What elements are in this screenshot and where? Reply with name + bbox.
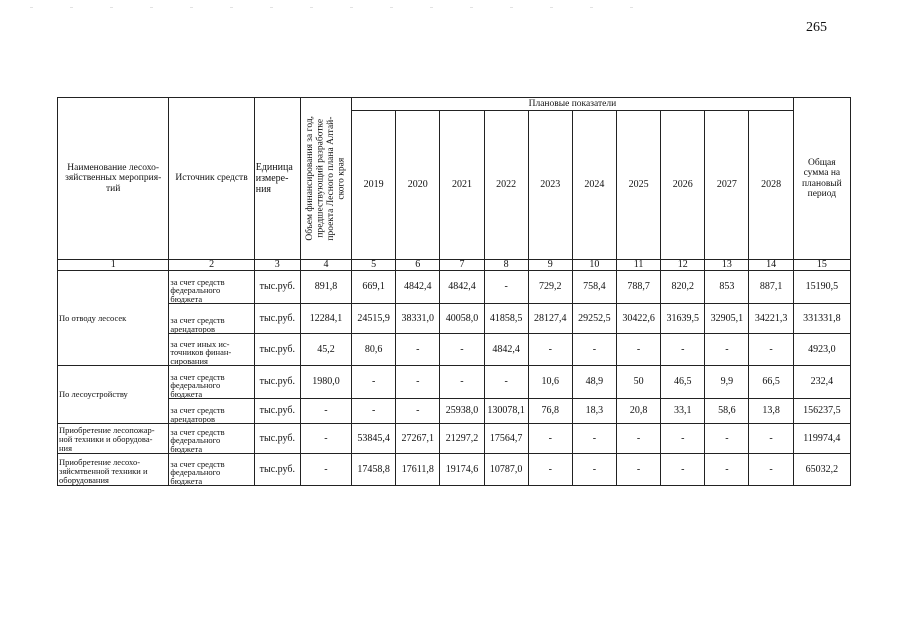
prior-volume-cell: 12284,1 (300, 304, 351, 334)
total-cell: 119974,4 (793, 424, 850, 454)
column-number-6: 6 (396, 260, 440, 271)
source-cell: за счет средств федерального бюджета (169, 424, 254, 454)
header-source: Источник средств (169, 98, 254, 260)
value-cell-2026: 33,1 (661, 399, 705, 424)
total-cell: 156237,5 (793, 399, 850, 424)
unit-cell: тыс.руб. (254, 399, 300, 424)
value-cell-2025: - (617, 424, 661, 454)
table-row (58, 366, 851, 399)
value-cell-2021: 25938,0 (440, 399, 484, 424)
value-cell-2024: - (572, 334, 616, 366)
column-number-5: 5 (352, 260, 396, 271)
column-number-9: 9 (528, 260, 572, 271)
column-number-8: 8 (484, 260, 528, 271)
header-prior-volume (300, 98, 351, 260)
value-cell-2022: - (484, 271, 528, 304)
value-cell-2027: 58,6 (705, 399, 749, 424)
value-cell-2027: 32905,1 (705, 304, 749, 334)
value-cell-2021: - (440, 366, 484, 399)
value-cell-2025: - (617, 334, 661, 366)
column-number-12: 12 (661, 260, 705, 271)
value-cell-2026: 820,2 (661, 271, 705, 304)
total-cell: 331331,8 (793, 304, 850, 334)
source-cell: за счет средств арендаторов (169, 304, 254, 334)
value-cell-2019: 669,1 (352, 271, 396, 304)
value-cell-2028: 887,1 (749, 271, 793, 304)
value-cell-2026: 31639,5 (661, 304, 705, 334)
header-year-2023: 2023 (528, 111, 572, 260)
prior-volume-cell: 45,2 (300, 334, 351, 366)
value-cell-2021: 21297,2 (440, 424, 484, 454)
table-row (58, 424, 851, 454)
value-cell-2020: - (396, 334, 440, 366)
column-number-3: 3 (254, 260, 300, 271)
source-cell: за счет средств арендаторов (169, 399, 254, 424)
value-cell-2025: 30422,6 (617, 304, 661, 334)
value-cell-2027: - (705, 454, 749, 486)
column-number-11: 11 (617, 260, 661, 271)
value-cell-2027: 853 (705, 271, 749, 304)
value-cell-2023: - (528, 454, 572, 486)
header-year-2026: 2026 (661, 111, 705, 260)
column-number-1: 1 (58, 260, 169, 271)
header-year-2027: 2027 (705, 111, 749, 260)
value-cell-2021: 19174,6 (440, 454, 484, 486)
source-cell: за счет средств федерального бюджета (169, 271, 254, 304)
value-cell-2024: - (572, 424, 616, 454)
value-cell-2026: 46,5 (661, 366, 705, 399)
header-year-2024: 2024 (572, 111, 616, 260)
total-cell: 65032,2 (793, 454, 850, 486)
header-year-2019: 2019 (352, 111, 396, 260)
value-cell-2028: - (749, 424, 793, 454)
header-year-2020: 2020 (396, 111, 440, 260)
prior-volume-cell: - (300, 424, 351, 454)
total-cell: 232,4 (793, 366, 850, 399)
header-year-2021: 2021 (440, 111, 484, 260)
value-cell-2020: 4842,4 (396, 271, 440, 304)
prior-volume-cell: - (300, 454, 351, 486)
value-cell-2022: 4842,4 (484, 334, 528, 366)
column-number-7: 7 (440, 260, 484, 271)
header-activity: Наименование лесохо-зяйственных мероприя-тий (58, 98, 169, 260)
value-cell-2021: - (440, 334, 484, 366)
value-cell-2022: 17564,7 (484, 424, 528, 454)
unit-cell: тыс.руб. (254, 366, 300, 399)
value-cell-2026: - (661, 454, 705, 486)
value-cell-2025: - (617, 454, 661, 486)
column-number-2: 2 (169, 260, 254, 271)
value-cell-2026: - (661, 334, 705, 366)
value-cell-2021: 40058,0 (440, 304, 484, 334)
unit-cell: тыс.руб. (254, 271, 300, 304)
column-number-10: 10 (572, 260, 616, 271)
unit-cell: тыс.руб. (254, 454, 300, 486)
activity-cell: Приобретение лесопожар- ной техники и оборудова- ния (58, 424, 169, 454)
value-cell-2019: 17458,8 (352, 454, 396, 486)
value-cell-2028: 66,5 (749, 366, 793, 399)
value-cell-2020: 38331,0 (396, 304, 440, 334)
value-cell-2028: - (749, 454, 793, 486)
unit-cell: тыс.руб. (254, 304, 300, 334)
value-cell-2025: 20,8 (617, 399, 661, 424)
value-cell-2022: 10787,0 (484, 454, 528, 486)
value-cell-2027: - (705, 334, 749, 366)
value-cell-2023: 76,8 (528, 399, 572, 424)
value-cell-2023: 729,2 (528, 271, 572, 304)
header-year-2022: 2022 (484, 111, 528, 260)
prior-volume-cell: - (300, 399, 351, 424)
value-cell-2024: 758,4 (572, 271, 616, 304)
source-cell: за счет средств федерального бюджета (169, 366, 254, 399)
value-cell-2028: 34221,3 (749, 304, 793, 334)
value-cell-2025: 788,7 (617, 271, 661, 304)
column-number-13: 13 (705, 260, 749, 271)
column-number-14: 14 (749, 260, 793, 271)
value-cell-2021: 4842,4 (440, 271, 484, 304)
value-cell-2020: 17611,8 (396, 454, 440, 486)
header-prior-volume-text: Объем финансирования за год, предшествующий разработке проекта Лесного плана Алтай- ского края (304, 116, 347, 241)
value-cell-2023: - (528, 424, 572, 454)
value-cell-2019: 80,6 (352, 334, 396, 366)
header-year-2025: 2025 (617, 111, 661, 260)
value-cell-2024: 18,3 (572, 399, 616, 424)
value-cell-2020: 27267,1 (396, 424, 440, 454)
total-cell: 4923,0 (793, 334, 850, 366)
header-unit-text: Единица измере- ния (255, 162, 293, 195)
value-cell-2026: - (661, 424, 705, 454)
value-cell-2023: 10,6 (528, 366, 572, 399)
value-cell-2025: 50 (617, 366, 661, 399)
header-planned-indicators: Плановые показатели (352, 98, 794, 111)
value-cell-2028: - (749, 334, 793, 366)
column-number-15: 15 (793, 260, 850, 271)
source-cell: за счет иных ис- точников финан- сирования (169, 334, 254, 366)
unit-cell: тыс.руб. (254, 334, 300, 366)
table-row (58, 304, 851, 334)
value-cell-2022: 41858,5 (484, 304, 528, 334)
value-cell-2024: 48,9 (572, 366, 616, 399)
table-row (58, 271, 851, 304)
header-total: Общая сумма на плановый период (793, 98, 850, 260)
value-cell-2024: 29252,5 (572, 304, 616, 334)
value-cell-2019: - (352, 399, 396, 424)
value-cell-2020: - (396, 399, 440, 424)
value-cell-2023: 28127,4 (528, 304, 572, 334)
value-cell-2019: 24515,9 (352, 304, 396, 334)
value-cell-2027: 9,9 (705, 366, 749, 399)
activity-cell: По лесоустройству (58, 366, 169, 424)
table-row (58, 454, 851, 486)
value-cell-2020: - (396, 366, 440, 399)
column-number-4: 4 (300, 260, 351, 271)
value-cell-2024: - (572, 454, 616, 486)
prior-volume-cell: 891,8 (300, 271, 351, 304)
total-cell: 15190,5 (793, 271, 850, 304)
value-cell-2023: - (528, 334, 572, 366)
value-cell-2022: - (484, 366, 528, 399)
page-number: 265 (806, 20, 827, 35)
header-unit (254, 98, 300, 260)
table-row (58, 399, 851, 424)
unit-cell: тыс.руб. (254, 424, 300, 454)
activity-cell: По отводу лесосек (58, 271, 169, 366)
value-cell-2019: - (352, 366, 396, 399)
value-cell-2028: 13,8 (749, 399, 793, 424)
table-row (58, 334, 851, 366)
source-cell: за счет средств федерального бюджета (169, 454, 254, 486)
prior-volume-cell: 1980,0 (300, 366, 351, 399)
value-cell-2027: - (705, 424, 749, 454)
financing-plan-table (57, 97, 851, 486)
scan-artifact (30, 7, 670, 8)
value-cell-2022: 130078,1 (484, 399, 528, 424)
activity-cell: Приобретение лесохо- зяйсмтвенной техники и оборудования (58, 454, 169, 486)
header-year-2028: 2028 (749, 111, 793, 260)
value-cell-2019: 53845,4 (352, 424, 396, 454)
